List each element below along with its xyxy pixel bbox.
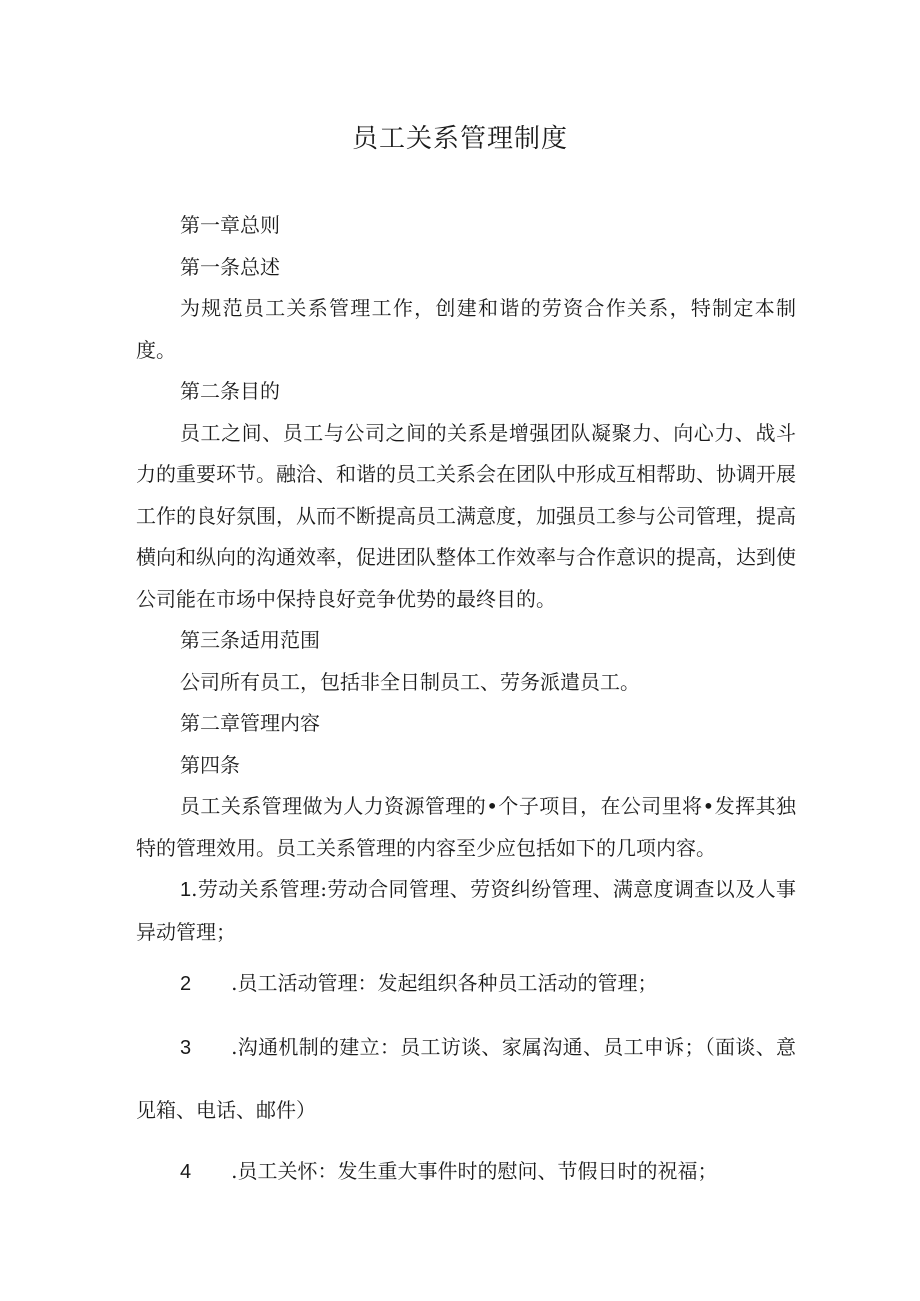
article-2-text: 员工之间、员工与公司之间的关系是增强团队凝聚力、向心力、战斗力的重要环节。融洽、和谐的员工关系会在团队中形成互相帮助、协调开展工作的良好氛围，从而不断提高员工满意度，加强员工参与公司管理，提高横向和纵向的沟通效率，促进团队整体工作效率与合作意识的提高，达到使公司能在市场中保持良好竞争优势的最终目的。 — [136, 420, 796, 611]
document-body — [136, 205, 796, 1193]
list-number: 1 — [180, 879, 192, 901]
list-text: .劳动关系管理:劳动合同管理、劳资纠纷管理、满意度调查以及人事异动管理； — [136, 877, 796, 944]
list-item-4 — [136, 1151, 796, 1194]
article-1-text: 为规范员工关系管理工作，创建和谐的劳资合作关系，特制定本制度。 — [136, 296, 796, 362]
article-4-heading: 第四条 — [180, 752, 240, 777]
article-4-text: 员工关系管理做为人力资源管理的•个子项目，在公司里将•发挥其独特的管理效用。员工关系管理的内容至少应包括如下的几项内容。 — [136, 794, 796, 860]
article-2-heading: 第二条目的 — [180, 379, 280, 403]
list-number: 4 — [180, 1160, 192, 1183]
list-text: .员工关怀：发生重大事件时的慰问、节假日时的祝福； — [231, 1158, 718, 1183]
article-3-text: 公司所有员工，包括非全日制员工、劳务派遣员工。 — [180, 669, 640, 694]
list-item-1 — [136, 869, 796, 953]
list-number: 2 — [180, 973, 192, 995]
article-3-heading: 第三条适用范围 — [180, 628, 320, 652]
list-item-2 — [136, 963, 796, 1006]
article-1-heading: 第一条总述 — [180, 254, 280, 279]
chapter-1-heading: 第一章总则 — [180, 213, 280, 237]
list-item-3 — [136, 1016, 796, 1141]
list-number: 3 — [180, 1036, 192, 1059]
list-text: .沟通机制的建立：员工访谈、家属沟通、员工申诉；（面谈、意见箱、电话、邮件） — [136, 1034, 796, 1122]
list-text: .员工活动管理：发起组织各种员工活动的管理； — [231, 971, 658, 995]
chapter-2-heading: 第二章管理内容 — [180, 711, 320, 735]
document-title: 员工关系管理制度 — [351, 124, 568, 154]
